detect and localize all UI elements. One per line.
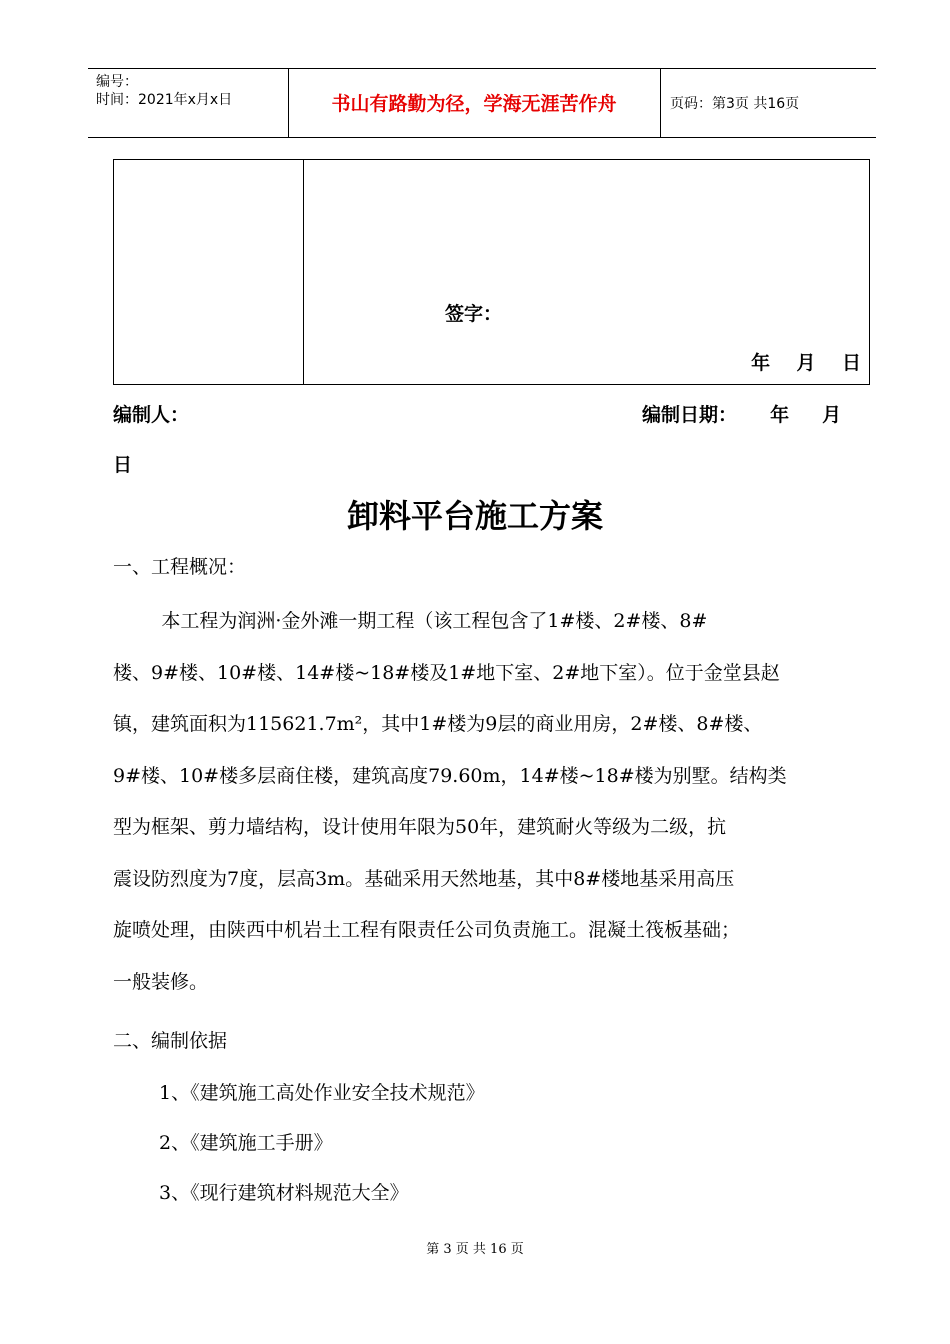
project-overview-paragraph [113, 596, 858, 1008]
paragraph-line: 9#楼、10#楼多层商住楼，建筑高度79.60m，14#楼~18#楼为别墅。结构类 [113, 764, 787, 787]
compiler-label: 编制人： [113, 404, 190, 426]
paragraph-line: 楼、9#楼、10#楼、14#楼~18#楼及1#地下室、2#地下室）。位于金堂县赵 [113, 661, 780, 684]
signature-date: 年 月 日 [751, 352, 861, 374]
compile-date-label: 编制日期： 年 月 [642, 404, 842, 426]
paragraph-line: 本工程为润洲·金外滩一期工程（该工程包含了1#楼、2#楼、8# [113, 610, 708, 632]
paragraph-line: 震设防烈度为7度，层高3m。基础采用天然地基，其中8#楼地基采用高压 [113, 867, 735, 890]
paragraph-line: 旋喷处理，由陕西中机岩土工程有限责任公司负责施工。混凝土筏板基础； [113, 919, 741, 941]
paragraph-line: 一般装修。 [113, 970, 209, 993]
header-divider [660, 69, 661, 137]
reference-item: 1、《建筑施工高处作业安全技术规范》 [159, 1082, 485, 1104]
header-meta [96, 73, 232, 109]
document-number-label: 编号： [96, 74, 138, 90]
header-page-number: 页码：第3页 共16页 [670, 96, 800, 112]
document-title: 卸料平台施工方案 [346, 497, 603, 535]
paragraph-line: 镇，建筑面积为115621.7m²，其中1#楼为9层的商业用房，2#楼、8#楼、 [113, 713, 763, 735]
document-time-label: 时间：2021年x月x日 [96, 92, 233, 108]
signature-box [113, 159, 870, 385]
compile-date-day: 日 [113, 454, 133, 476]
signature-label: 签字： [445, 303, 503, 325]
reference-item: 2、《建筑施工手册》 [159, 1132, 333, 1154]
section-heading: 一、工程概况： [113, 556, 247, 578]
page-header [88, 68, 876, 138]
signature-box-divider [303, 160, 304, 384]
header-motto: 书山有路勤为径，学海无涯苦作舟 [331, 93, 617, 115]
reference-item: 3、《现行建筑材料规范大全》 [159, 1182, 409, 1204]
page-footer: 第 3 页 共 16 页 [426, 1242, 524, 1257]
section-heading: 二、编制依据 [113, 1030, 228, 1052]
paragraph-line: 型为框架、剪力墙结构，设计使用年限为50年，建筑耐火等级为二级，抗 [113, 816, 727, 838]
